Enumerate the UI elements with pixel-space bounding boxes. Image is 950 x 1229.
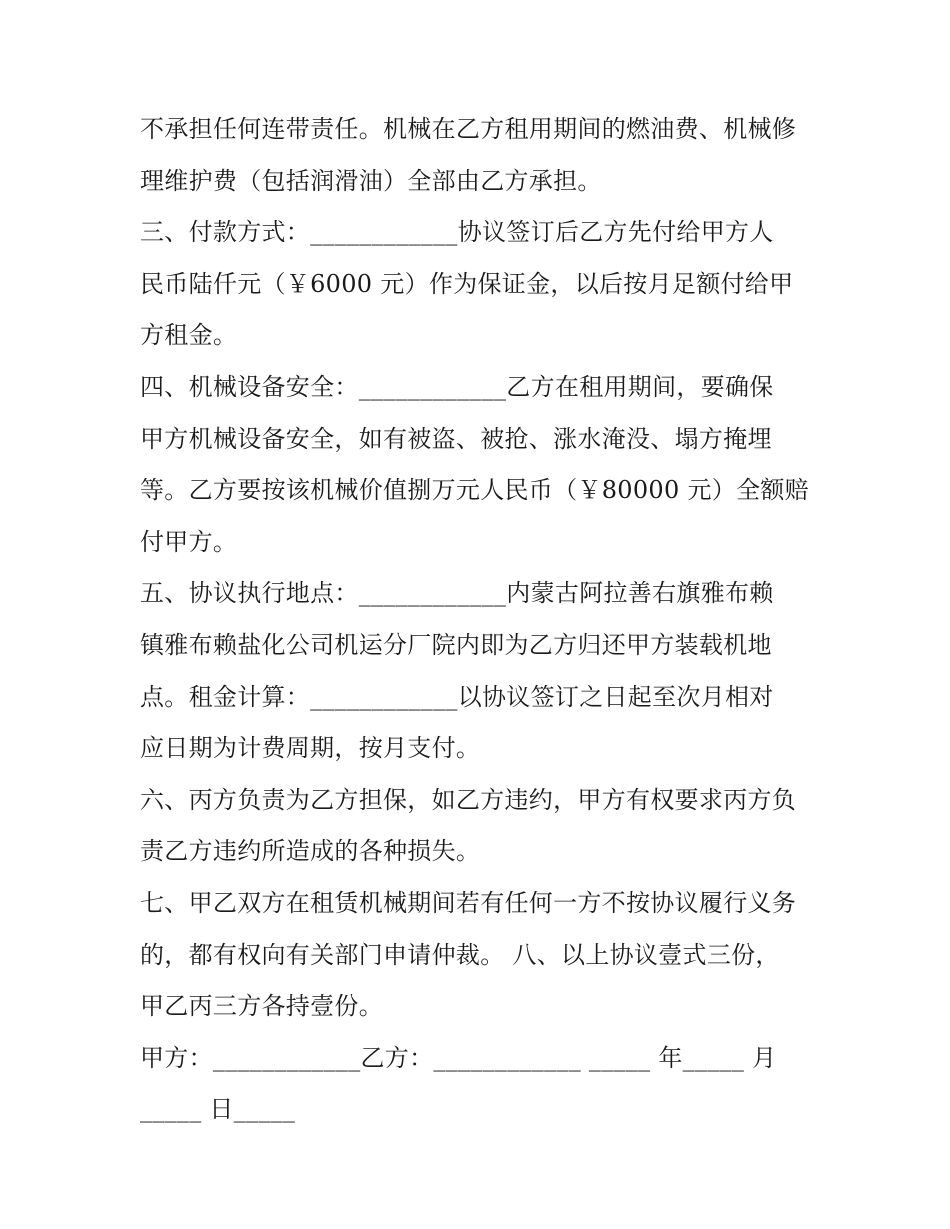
clause-guarantee: 六、丙方负责为乙方担保，如乙方违约，甲方有权要求丙方负 — [140, 785, 797, 814]
text-line: 民币陆仟元（￥6000 元）作为保证金，以后按月足额付给甲 — [140, 269, 794, 298]
signature-line: 甲方：____________乙方：____________ _____ 年_____ 月 — [140, 1043, 777, 1072]
clause-equipment-safety: 四、机械设备安全：____________乙方在租用期间，要确保 — [140, 372, 774, 401]
clause-execution-location: 五、协议执行地点：____________内蒙古阿拉善右旗雅布赖 — [140, 579, 774, 608]
text-line: 不承担任何连带责任。机械在乙方租用期间的燃油费、机械修 — [140, 115, 797, 143]
text-line: 点。租金计算：____________以协议签订之日起至次月相对 — [140, 682, 774, 711]
text-line: 应日期为计费周期，按月支付。 — [140, 734, 481, 763]
text-line: 付甲方。 — [140, 527, 238, 556]
text-line: 等。乙方要按该机械价值捌万元人民币（￥80000 元）全额赔 — [140, 476, 809, 505]
signature-date-line: _____ 日_____ — [140, 1095, 296, 1124]
text-line: 方租金。 — [140, 321, 238, 350]
clause-payment-method: 三、付款方式：____________协议签订后乙方先付给甲方人 — [140, 218, 774, 247]
text-line: 镇雅布赖盐化公司机运分厂院内即为乙方归还甲方装载机地 — [140, 630, 772, 659]
document-body — [140, 104, 820, 1136]
text-line: 甲方机械设备安全，如有被盗、被抢、涨水淹没、塌方掩埋 — [140, 424, 772, 453]
clause-arbitration: 七、甲乙双方在租赁机械期间若有任何一方不按协议履行义务 — [140, 888, 797, 917]
text-line: 甲乙丙三方各持壹份。 — [140, 992, 383, 1021]
text-line: 理维护费（包括润滑油）全部由乙方承担。 — [140, 166, 602, 195]
text-line: 的，都有权向有关部门申请仲裁。 八、以上协议壹式三份， — [140, 940, 780, 969]
text-line: 责乙方违约所造成的各种损失。 — [140, 837, 481, 866]
